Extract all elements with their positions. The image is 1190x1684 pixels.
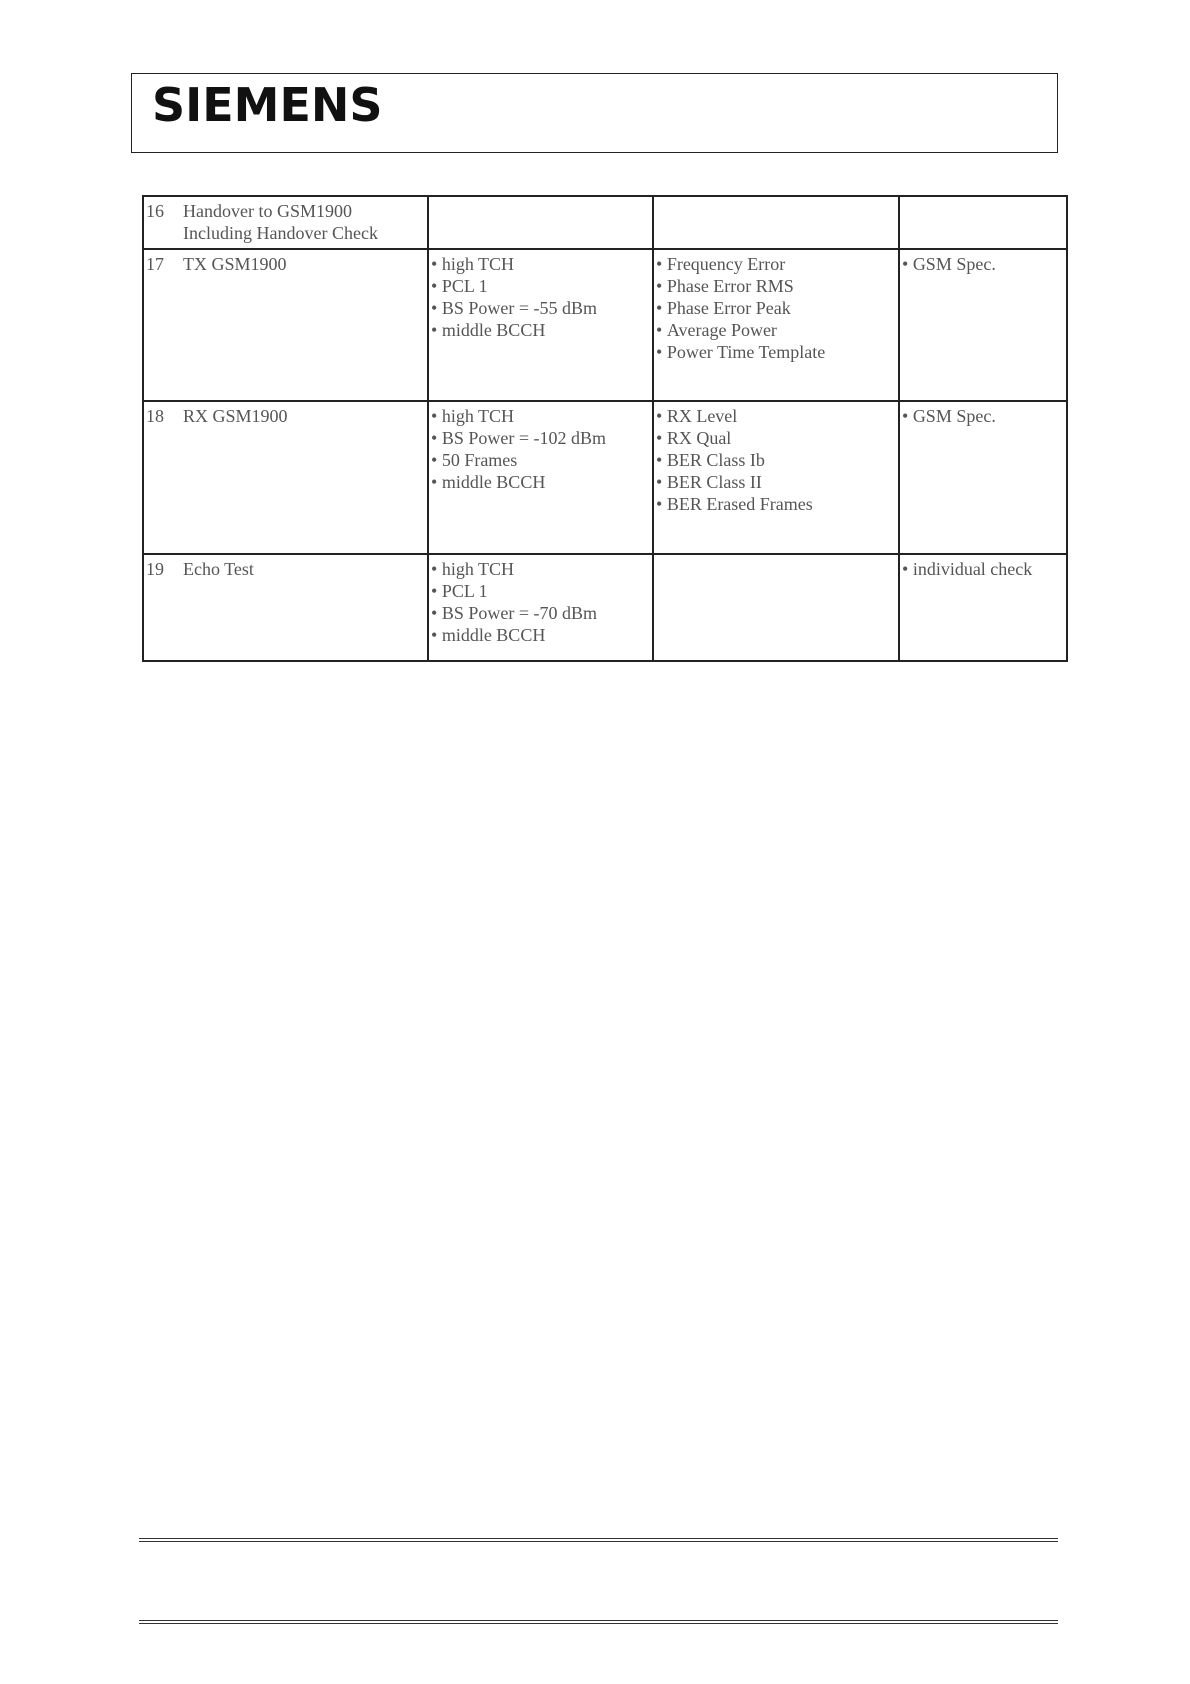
condition-item: • middle BCCH bbox=[431, 319, 650, 341]
condition-item: • PCL 1 bbox=[431, 275, 650, 297]
test-name-cell bbox=[143, 401, 428, 554]
table-row bbox=[143, 554, 1067, 661]
criteria-cell bbox=[899, 196, 1067, 249]
criteria-cell bbox=[899, 249, 1067, 401]
table-row bbox=[143, 401, 1067, 554]
criteria-item: • GSM Spec. bbox=[902, 253, 1064, 275]
condition-item: • BS Power = -55 dBm bbox=[431, 297, 650, 319]
measurements-cell bbox=[653, 196, 899, 249]
table-row bbox=[143, 196, 1067, 249]
measurements-cell bbox=[653, 249, 899, 401]
measurement-item: • BER Erased Frames bbox=[656, 493, 896, 515]
measurement-item: • RX Qual bbox=[656, 427, 896, 449]
test-name: TX GSM1900 bbox=[183, 254, 287, 274]
conditions-cell bbox=[428, 554, 653, 661]
criteria-cell bbox=[899, 554, 1067, 661]
table-row bbox=[143, 249, 1067, 401]
test-name: Including Handover Check bbox=[183, 223, 378, 243]
row-number: 16 bbox=[146, 201, 164, 221]
condition-item: • high TCH bbox=[431, 405, 650, 427]
test-name-cell bbox=[143, 196, 428, 249]
condition-item: • middle BCCH bbox=[431, 471, 650, 493]
test-table bbox=[142, 195, 1068, 662]
test-name-cell bbox=[143, 554, 428, 661]
footer-divider-bottom bbox=[139, 1620, 1058, 1624]
condition-item: • middle BCCH bbox=[431, 624, 650, 646]
criteria-cell bbox=[899, 401, 1067, 554]
measurement-item: • Phase Error RMS bbox=[656, 275, 896, 297]
measurement-item: • BER Class II bbox=[656, 471, 896, 493]
conditions-cell bbox=[428, 196, 653, 249]
condition-item: • high TCH bbox=[431, 253, 650, 275]
row-number: 17 bbox=[146, 254, 164, 274]
measurements-cell bbox=[653, 554, 899, 661]
header-box bbox=[131, 73, 1058, 153]
row-number: 18 bbox=[146, 406, 164, 426]
condition-item: • high TCH bbox=[431, 558, 650, 580]
measurement-item: • Average Power bbox=[656, 319, 896, 341]
measurement-item: • BER Class Ib bbox=[656, 449, 896, 471]
footer-divider-top bbox=[139, 1538, 1058, 1542]
measurement-item: • RX Level bbox=[656, 405, 896, 427]
conditions-cell bbox=[428, 401, 653, 554]
measurements-cell bbox=[653, 401, 899, 554]
test-name: Echo Test bbox=[183, 559, 254, 579]
condition-item: • BS Power = -70 dBm bbox=[431, 602, 650, 624]
measurement-item: • Frequency Error bbox=[656, 253, 896, 275]
condition-item: • 50 Frames bbox=[431, 449, 650, 471]
test-name: RX GSM1900 bbox=[183, 406, 288, 426]
conditions-cell bbox=[428, 249, 653, 401]
test-name-cell bbox=[143, 249, 428, 401]
condition-item: • PCL 1 bbox=[431, 580, 650, 602]
siemens-logo: SIEMENS bbox=[152, 78, 383, 132]
row-number: 19 bbox=[146, 559, 164, 579]
measurement-item: • Power Time Template bbox=[656, 341, 896, 363]
test-name: Handover to GSM1900 bbox=[183, 201, 352, 221]
condition-item: • BS Power = -102 dBm bbox=[431, 427, 650, 449]
criteria-item: • GSM Spec. bbox=[902, 405, 1064, 427]
measurement-item: • Phase Error Peak bbox=[656, 297, 896, 319]
criteria-item: • individual check bbox=[902, 558, 1064, 580]
